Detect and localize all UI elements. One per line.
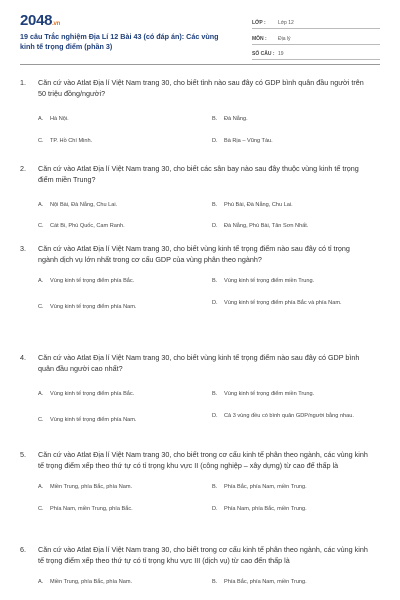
option-c[interactable] — [38, 416, 200, 425]
question-text: Căn cứ vào Atlat Địa lí Việt Nam trang 30, cho biết vùng kinh tế trọng điểm nào sau đây có tỉ trọng ngành dịch vụ lớn nhất trong cơ cấu GDP của vùng phân theo ngành? — [38, 244, 350, 264]
option-letter: B. — [212, 116, 218, 122]
option-a[interactable] — [38, 390, 200, 399]
option-b[interactable] — [212, 483, 374, 492]
option-letter: A. — [38, 116, 44, 122]
option-letter: D. — [212, 506, 218, 512]
header-divider — [20, 64, 380, 65]
option-text: Cả 3 vùng đều có bình quân GDP/người bằng nhau. — [224, 413, 354, 419]
meta-row-class — [252, 15, 380, 29]
option-letter: D. — [212, 300, 218, 306]
option-letter: C. — [38, 223, 44, 229]
question-text: Căn cứ vào Atlat Địa lí Việt Nam trang 30, cho biết trong cơ cấu kinh tế phân theo ngành, các vùng kinh tế trọng điểm xếp theo thứ tự có tỉ trọng khu vực II (công nghiệp – xây dựng) từ cao đế thấp là — [38, 450, 368, 470]
option-text: Vùng kinh tế trọng điểm phía Nam. — [50, 304, 137, 310]
option-text: Vùng kinh tế trọng điểm miền Trung. — [224, 391, 315, 397]
option-text: TP. Hồ Chí Minh. — [50, 138, 93, 144]
option-b[interactable] — [212, 115, 374, 124]
question-number: 1. — [20, 78, 26, 87]
option-letter: A. — [38, 278, 44, 284]
option-text: Phía Nam, miền Trung, phía Bắc. — [50, 506, 133, 512]
option-b[interactable] — [212, 390, 374, 399]
document-header — [20, 12, 380, 60]
option-letter: C. — [38, 138, 44, 144]
option-letter: C. — [38, 417, 44, 423]
option-text: Vùng kinh tế trọng điểm phía Bắc và phía Nam. — [224, 300, 342, 306]
option-c[interactable] — [38, 222, 200, 231]
option-letter: B. — [212, 278, 218, 284]
option-text: Vùng kinh tế trọng điểm miền Trung. — [224, 278, 315, 284]
option-letter: C. — [38, 304, 44, 310]
option-text: Vùng kinh tế trọng điểm phía Nam. — [50, 417, 137, 423]
meta-value: Lớp 12 — [278, 20, 294, 26]
question-6 — [20, 545, 380, 585]
question-stem — [20, 78, 380, 99]
question-3 — [20, 244, 380, 310]
meta-row-count — [252, 46, 380, 60]
option-letter: A. — [38, 484, 44, 490]
meta-label: LỚP : — [252, 20, 266, 26]
option-a[interactable] — [38, 201, 200, 210]
option-a[interactable] — [38, 483, 200, 492]
site-logo[interactable] — [20, 12, 60, 29]
option-group — [38, 99, 380, 144]
option-text: Vùng kinh tế trọng điểm phía Bắc. — [50, 278, 135, 284]
option-text: Cát Bi, Phú Quốc, Cam Ranh. — [50, 223, 125, 229]
option-text: Phía Bắc, phía Nam, miền Trung. — [224, 579, 307, 585]
option-text: Phú Bài, Đà Nẵng, Chu Lai. — [224, 202, 293, 208]
meta-value: Địa lý — [278, 35, 291, 42]
question-number: 4. — [20, 353, 26, 362]
option-letter: B. — [212, 391, 218, 397]
logo-suffix: .vn — [52, 21, 60, 27]
option-letter: D. — [212, 413, 218, 419]
option-letter: A. — [38, 579, 44, 585]
option-text: Phía Bắc, phía Nam, miền Trung. — [224, 484, 307, 490]
question-stem — [20, 164, 380, 185]
option-letter: B. — [212, 484, 218, 490]
meta-label: SỐ CÂU : — [252, 51, 275, 57]
option-a[interactable] — [38, 578, 200, 587]
option-letter: C. — [38, 506, 44, 512]
option-text: Miền Trung, phía Bắc, phía Nam. — [50, 579, 133, 585]
logo-text: 2048 — [20, 12, 53, 29]
option-d[interactable] — [212, 412, 374, 421]
option-b[interactable] — [212, 201, 374, 210]
document-title: 19 câu Trắc nghiệm Địa Lí 12 Bài 43 (có đáp án): Các vùng kinh tế trọng điểm (phần 3) — [20, 32, 219, 51]
option-text: Phía Nam, phía Bắc, miền Trung. — [224, 506, 307, 512]
question-text: Căn cứ vào Atlat Địa lí Việt Nam trang 30, cho biết vùng kinh tế trọng điểm nào sau đây có GDP bình quân đầu người cao nhất? — [38, 353, 360, 373]
option-text: Đà Nẵng. — [224, 116, 248, 122]
option-a[interactable] — [38, 115, 200, 124]
option-c[interactable] — [38, 505, 200, 514]
option-text: Vùng kinh tế trọng điểm phía Bắc. — [50, 391, 135, 397]
question-1 — [20, 78, 380, 144]
option-letter: A. — [38, 391, 44, 397]
option-letter: B. — [212, 579, 218, 585]
option-letter: B. — [212, 202, 218, 208]
question-number: 6. — [20, 545, 26, 554]
meta-value: 19 — [278, 51, 284, 57]
question-number: 2. — [20, 164, 26, 173]
option-letter: D. — [212, 138, 218, 144]
option-c[interactable] — [38, 137, 200, 146]
meta-table — [252, 15, 380, 62]
option-d[interactable] — [212, 505, 374, 514]
option-letter: D. — [212, 223, 218, 229]
question-text: Căn cứ vào Atlat Địa lí Việt Nam trang 30, cho biết trong cơ cấu kinh tế phân theo ngành, các vùng kinh tế trọng điểm xếp theo thứ tự có tỉ trọng khu vực III (dịch vụ) từ cao đến thấp là — [38, 545, 368, 565]
question-number: 5. — [20, 450, 26, 459]
option-d[interactable] — [212, 222, 374, 231]
question-2 — [20, 164, 380, 229]
question-stem — [20, 353, 380, 374]
question-stem — [20, 450, 380, 471]
meta-label: MÔN : — [252, 35, 267, 42]
question-4 — [20, 353, 380, 423]
question-text: Căn cứ vào Atlat Địa lí Việt Nam trang 30, cho biết tỉnh nào sau đây có GDP bình quân đầu người trên 50 triệu đồng/người? — [38, 78, 364, 98]
question-stem — [20, 244, 380, 265]
meta-row-subject — [252, 31, 380, 45]
option-b[interactable] — [212, 578, 374, 587]
option-text: Hà Nội. — [50, 116, 69, 122]
option-text: Đà Nẵng, Phú Bài, Tân Sơn Nhất. — [224, 223, 309, 229]
option-letter: A. — [38, 202, 44, 208]
option-c[interactable] — [38, 303, 200, 312]
option-d[interactable] — [212, 299, 374, 308]
option-a[interactable] — [38, 277, 200, 286]
option-b[interactable] — [212, 277, 374, 286]
option-d[interactable] — [212, 137, 374, 146]
question-stem — [20, 545, 380, 566]
option-text: Nội Bài, Đà Nẵng, Chu Lai. — [50, 202, 118, 208]
question-number: 3. — [20, 244, 26, 253]
question-text: Căn cứ vào Atlat Địa lí Việt Nam trang 30, cho biết các sân bay nào sau đây thuộc vùng kinh tế trọng điểm miền Trung? — [38, 164, 359, 184]
question-5 — [20, 450, 380, 512]
option-text: Bà Rịa – Vũng Tàu. — [224, 138, 273, 144]
option-text: Miền Trung, phía Bắc, phía Nam. — [50, 484, 133, 490]
